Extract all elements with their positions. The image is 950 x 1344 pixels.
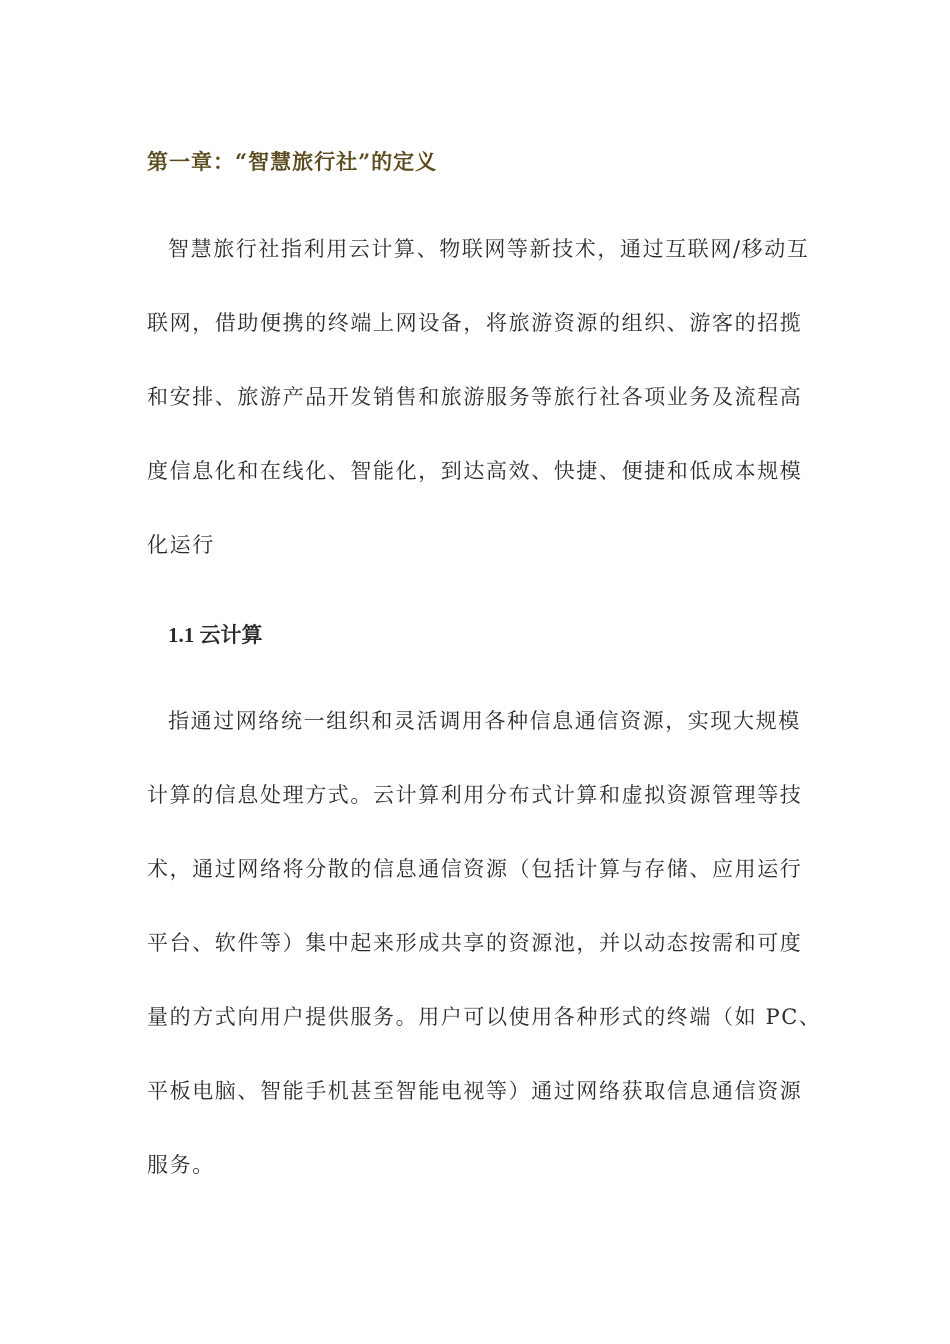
paragraph-line: 服务。 [147,1153,215,1177]
paragraph-line: 术，通过网络将分散的信息通信资源（包括计算与存储、应用运行 [147,857,803,881]
definition-paragraph [147,212,810,582]
paragraph-line: 平板电脑、智能手机甚至智能电视等）通过网络获取信息通信资源 [147,1079,803,1103]
section-heading [168,619,263,649]
paragraph-line: 和安排、旅游产品开发销售和旅游服务等旅行社各项业务及流程高 [147,385,803,409]
paragraph-line: 量的方式向用户提供服务。用户可以使用各种形式的终端（如 PC、 [147,1005,822,1029]
cloud-computing-paragraph [147,684,822,1202]
paragraph-line: 平台、软件等）集中起来形成共享的资源池，并以动态按需和可度 [147,931,803,955]
section-title-text: 云计算 [199,623,263,647]
paragraph-line: 联网，借助便携的终端上网设备，将旅游资源的组织、游客的招揽 [147,311,803,335]
paragraph-line: 智慧旅行社指利用云计算、物联网等新技术，通过互联网/移动互 [168,237,810,261]
section-number: 1.1 [168,623,195,647]
paragraph-line: 化运行 [147,533,215,557]
paragraph-line: 指通过网络统一组织和灵活调用各种信息通信资源，实现大规模 [168,709,801,733]
paragraph-line: 度信息化和在线化、智能化，到达高效、快捷、便捷和低成本规模 [147,459,803,483]
paragraph-line: 计算的信息处理方式。云计算利用分布式计算和虚拟资源管理等技 [147,783,803,807]
chapter-title: 第一章：“智慧旅行社”的定义 [147,149,438,174]
